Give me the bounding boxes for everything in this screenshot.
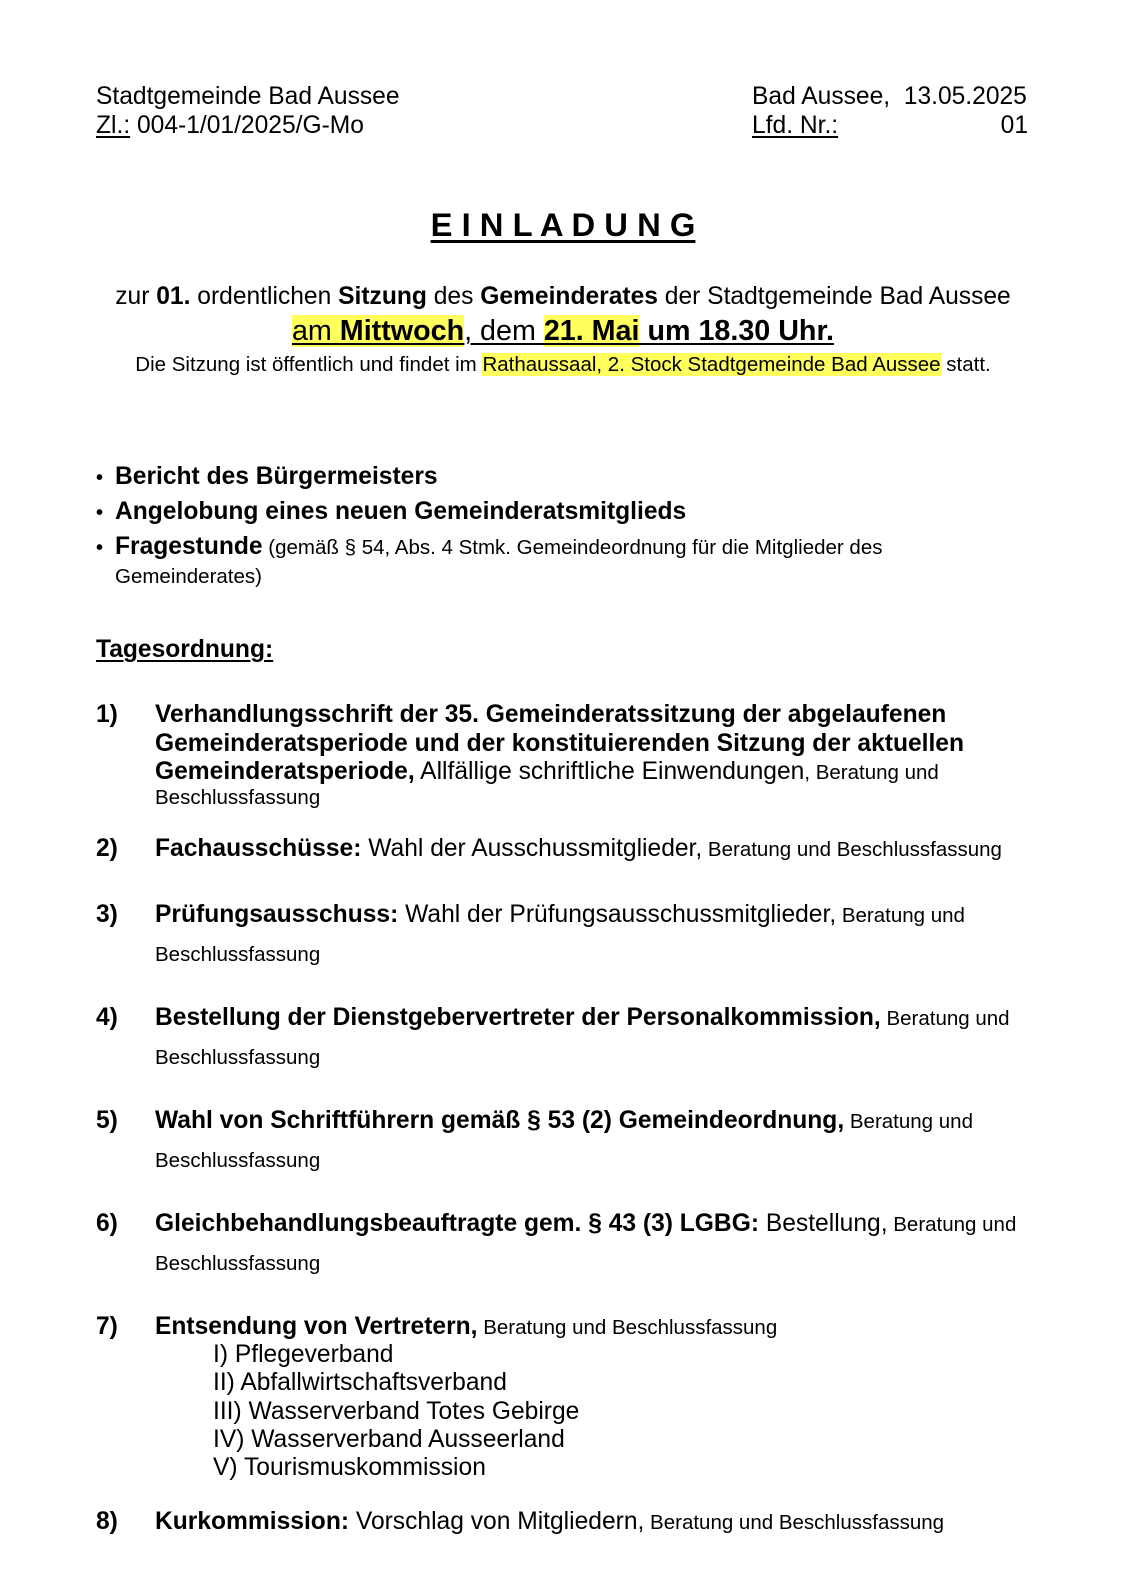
agenda-item-action-cont: Beschlussfassung: [155, 786, 321, 809]
agenda-item-line: [155, 1106, 973, 1136]
agenda-item-action: Beratung und Beschlussfassung: [477, 1316, 778, 1339]
agenda-item-action: Beratung und: [836, 904, 965, 927]
agenda-item-line: [155, 1209, 1016, 1239]
agenda-subitem: V) Tourismuskommission: [213, 1454, 486, 1481]
municipality-name: Stadtgemeinde Bad Aussee: [96, 83, 400, 110]
preliminary-item-title: Angelobung eines neuen Gemeinderatsmitglieds: [115, 498, 687, 525]
agenda-item-action-cont: Beschlussfassung: [155, 1046, 321, 1069]
meeting-date-line: [0, 314, 1126, 348]
serial-number: 01: [1000, 112, 1028, 139]
agenda-item-line: [155, 1507, 944, 1537]
agenda-item-detail: Allfällige schriftliche Einwendungen: [414, 758, 805, 785]
invitation-text: ordentlichen: [190, 283, 339, 310]
agenda-item-action: , Beratung und: [804, 761, 939, 784]
bullet-icon: •: [96, 467, 104, 489]
agenda-subitem: III) Wasserverband Totes Gebirge: [213, 1398, 580, 1425]
agenda-item-number: 4): [96, 1004, 118, 1031]
reference-number: 004-1/01/2025/G-Mo: [136, 112, 364, 139]
invitation-text-bold: Gemeinderates: [480, 283, 658, 310]
agenda-item-line: [155, 1003, 1010, 1033]
agenda-item-number: 7): [96, 1313, 118, 1340]
preliminary-item: [96, 462, 438, 492]
meeting-date: 21. Mai: [543, 315, 640, 347]
preliminary-item: [96, 497, 686, 527]
bullet-icon: •: [96, 537, 104, 559]
preliminary-item-note: (gemäß § 54, Abs. 4 Stmk. Gemeindeordnung für die Mitglieder des: [262, 536, 883, 559]
agenda-item-subject: Gemeinderatsperiode,: [155, 758, 415, 785]
meeting-day-prefix: am: [291, 315, 340, 347]
agenda-item-action: Beratung und Beschlussfassung: [702, 838, 1002, 861]
session-number: 01.: [156, 283, 191, 310]
agenda-item-line: [155, 1312, 777, 1342]
agenda-item-subject: Gemeinderatsperiode und der konstituierenden Sitzung der aktuellen: [155, 730, 965, 757]
serial-label: Lfd. Nr.:: [752, 112, 839, 139]
preliminary-item: [96, 532, 882, 562]
invitation-text-bold: Sitzung: [338, 283, 427, 310]
preliminary-item-title: Bericht des Bürgermeisters: [115, 463, 438, 490]
agenda-subitem: IV) Wasserverband Ausseerland: [213, 1426, 565, 1453]
agenda-item-detail: Wahl der Ausschussmitglieder,: [361, 835, 703, 862]
invitation-text: zur: [115, 283, 157, 310]
agenda-item-action: Beratung und: [844, 1110, 973, 1133]
agenda-subitem: I) Pflegeverband: [213, 1341, 394, 1368]
agenda-subitem: II) Abfallwirtschaftsverband: [213, 1369, 507, 1396]
agenda-item-number: 3): [96, 901, 118, 928]
agenda-item-action-cont: Beschlussfassung: [155, 943, 321, 966]
agenda-item-subject: Fachausschüsse:: [155, 835, 362, 862]
agenda-item-subject: Kurkommission:: [155, 1508, 350, 1535]
meeting-time: um 18.30 Uhr.: [639, 315, 835, 347]
agenda-item-action-cont: Beschlussfassung: [155, 1149, 321, 1172]
agenda-item-line: [155, 900, 965, 930]
agenda-item-detail: Vorschlag von Mitgliedern,: [349, 1508, 645, 1535]
agenda-item-subject: Prüfungsausschuss:: [155, 901, 399, 928]
agenda-item-action: Beratung und Beschlussfassung: [644, 1511, 945, 1534]
meeting-location: Rathaussaal, 2. Stock Stadtgemeinde Bad Aussee: [482, 353, 941, 376]
meeting-location-line: [0, 350, 1126, 380]
agenda-item-detail: Wahl der Prüfungsausschussmitglieder,: [398, 901, 837, 928]
agenda-item-number: 2): [96, 835, 118, 862]
agenda-item-number: 1): [96, 701, 118, 728]
agenda-item-action-cont: Beschlussfassung: [155, 1252, 321, 1275]
bullet-icon: •: [96, 502, 104, 524]
location-text: Die Sitzung ist öffentlich und findet im: [135, 353, 483, 376]
meeting-weekday: Mittwoch: [339, 315, 465, 347]
invitation-text: des: [426, 283, 481, 310]
preliminary-item-note-cont: Gemeinderates): [115, 565, 262, 588]
reference-label: Zl.:: [96, 112, 131, 139]
reference-line: [96, 111, 364, 141]
agenda-item-action: Beratung und: [880, 1007, 1010, 1030]
document-title: E I N L A D U N G: [430, 206, 696, 243]
agenda-item-subject: Gleichbehandlungsbeauftragte gem. § 43 (3) LGBG:: [155, 1210, 760, 1237]
agenda-item-number: 5): [96, 1107, 118, 1134]
agenda-item-number: 8): [96, 1508, 118, 1535]
preliminary-item-title: Fragestunde: [115, 533, 263, 560]
agenda-item-line: [155, 834, 1002, 864]
place-date: Bad Aussee, 13.05.2025: [752, 83, 1027, 110]
agenda-item-subject: Bestellung der Dienstgebervertreter der Personalkommission,: [155, 1004, 881, 1031]
agenda-item-number: 6): [96, 1210, 118, 1237]
agenda-item-subject: Entsendung von Vertretern,: [155, 1313, 478, 1340]
meeting-date-text: , dem: [464, 315, 544, 347]
location-text: statt.: [940, 353, 991, 376]
agenda-heading: Tagesordnung:: [96, 636, 274, 663]
agenda-item-subject: Wahl von Schriftführern gemäß § 53 (2) Gemeindeordnung,: [155, 1107, 845, 1134]
invitation-line-1: [0, 282, 1126, 312]
invitation-text: der Stadtgemeinde Bad Aussee: [657, 283, 1011, 310]
agenda-item-detail: Bestellung,: [759, 1210, 888, 1237]
agenda-item-subject: Verhandlungsschrift der 35. Gemeinderatssitzung der abgelaufenen: [155, 701, 947, 728]
agenda-item-action: Beratung und: [887, 1213, 1017, 1236]
